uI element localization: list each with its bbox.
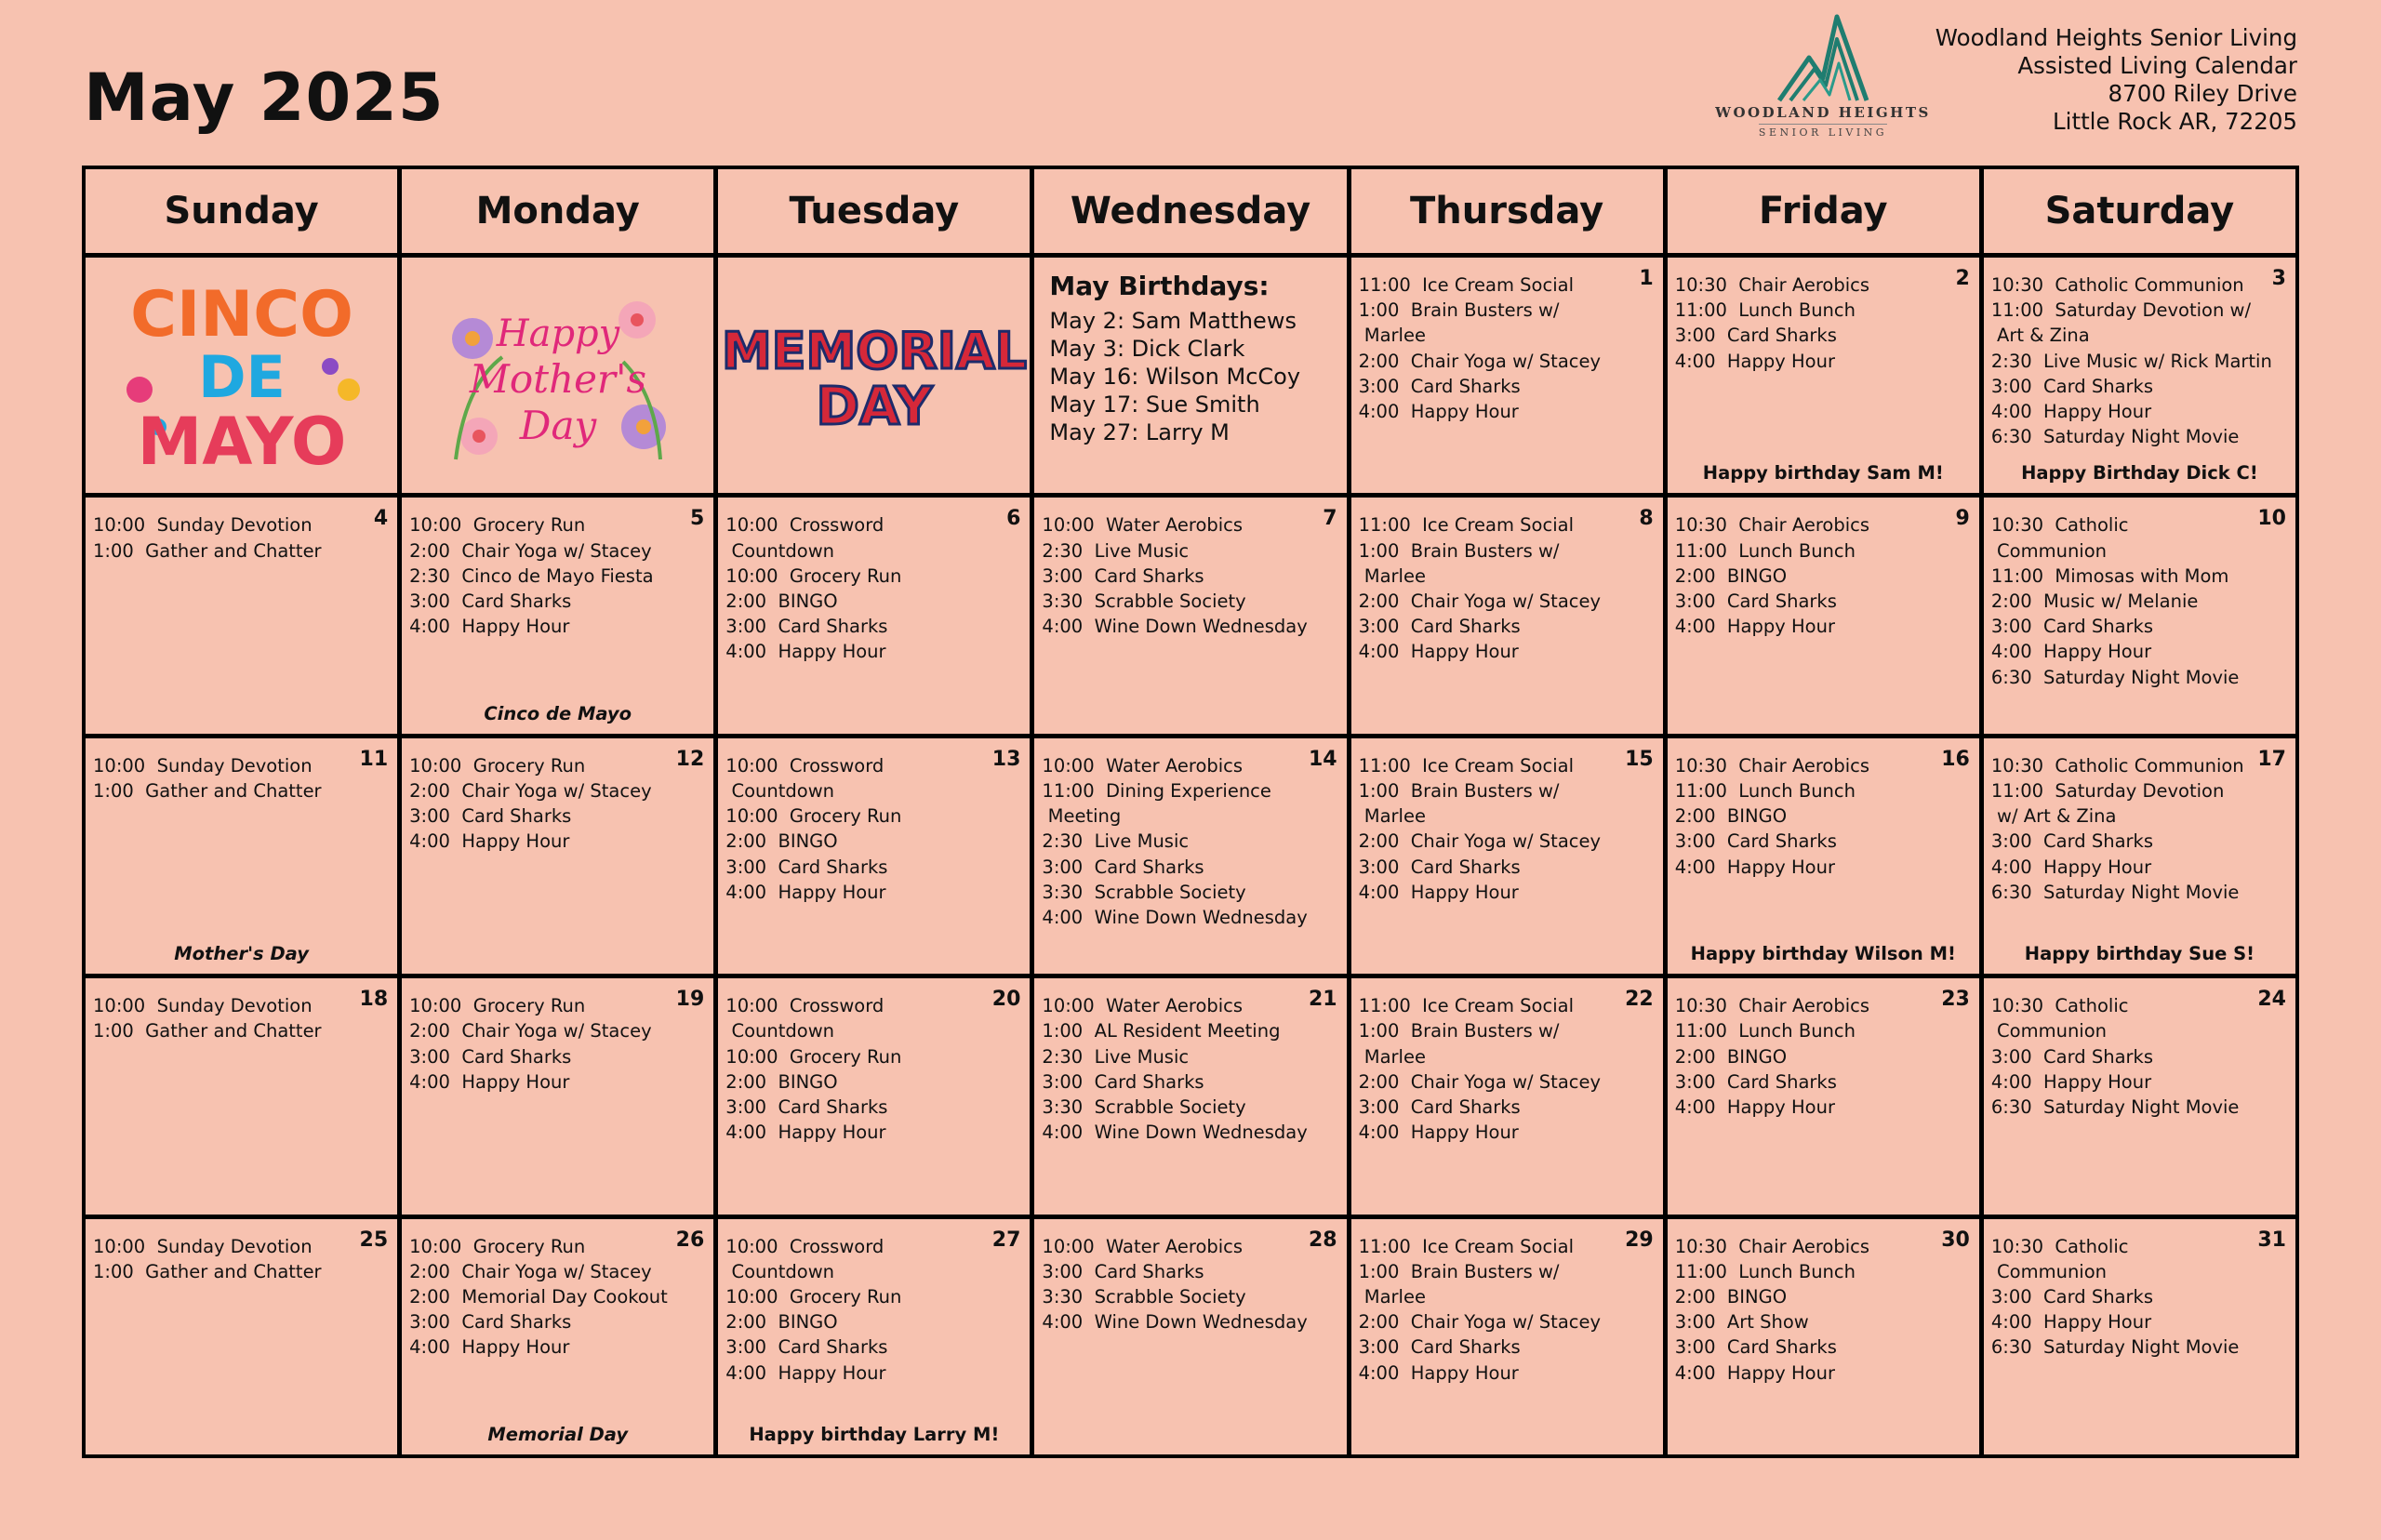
day-word: DAY (816, 376, 933, 437)
event-item: 10:00 Grocery Run (409, 754, 586, 777)
event-list (1675, 272, 1972, 374)
event-item: 3:00 Card Sharks (725, 616, 888, 638)
event-item: 2:00 BINGO (1674, 805, 1788, 828)
event-item: 3:00 Card Sharks (1042, 564, 1204, 587)
event-item: 10:00 Water Aerobics (1042, 995, 1244, 1017)
day-cell (1984, 978, 2295, 1214)
event-item: 11:00 Lunch Bunch (1674, 780, 1856, 802)
event-list (409, 753, 706, 855)
logo-name: WOODLAND HEIGHTS (1715, 104, 1931, 121)
birthday-item: May 3: Dick Clark (1049, 336, 1245, 362)
mothers-word: Mother's (469, 355, 646, 402)
event-item: 2:00 BINGO (1674, 1286, 1788, 1308)
event-item: 3:00 Card Sharks (1042, 1260, 1204, 1282)
event-item: 4:00 Happy Hour (1674, 856, 1835, 878)
event-item: 3:00 Card Sharks (1042, 856, 1204, 878)
event-item: 3:00 Art Show (1674, 1311, 1809, 1334)
event-item: 3:00 Card Sharks (1990, 1286, 2154, 1308)
birthday-item: May 17: Sue Smith (1049, 392, 1260, 418)
event-item: 4:00 Happy Hour (1358, 641, 1519, 663)
event-item: Marlee (1358, 1045, 1426, 1068)
day-number: 12 (675, 747, 705, 771)
day-note: Happy birthday Larry M! (749, 1423, 1000, 1445)
event-item: 10:00 Crossword (725, 514, 885, 537)
event-item: 4:00 Happy Hour (1674, 350, 1835, 372)
event-item: 2:00 Chair Yoga w/ Stacey (1358, 1070, 1602, 1093)
day-number: 7 (1323, 507, 1337, 531)
day-number: 1 (1639, 267, 1654, 290)
day-note: Happy birthday Sam M! (1702, 462, 1944, 485)
day-cell (86, 498, 397, 733)
day-number: 30 (1941, 1228, 1970, 1252)
event-item: 3:00 Card Sharks (1990, 616, 2154, 638)
event-item: 4:00 Happy Hour (725, 1122, 886, 1144)
event-item: 2:00 Chair Yoga w/ Stacey (409, 539, 652, 562)
event-item: 10:00 Crossword (725, 1235, 885, 1257)
day-number: 28 (1308, 1228, 1337, 1252)
day-number: 13 (991, 747, 1021, 771)
day-cell (1034, 498, 1346, 733)
event-list (1359, 993, 1656, 1145)
event-item: 10:00 Grocery Run (409, 1235, 586, 1257)
event-item: 10:00 Grocery Run (409, 995, 586, 1017)
event-item: 10:30 Chair Aerobics (1674, 274, 1870, 296)
event-item: 3:00 Card Sharks (1674, 1336, 1837, 1359)
day-cell (1351, 1219, 1663, 1454)
event-item: 2:00 BINGO (725, 1311, 838, 1334)
day-number: 9 (1955, 507, 1970, 531)
event-list (93, 993, 390, 1043)
event-item: 10:30 Catholic Communion (1990, 754, 2244, 777)
brand-logo (1711, 11, 1935, 141)
event-item: 1:00 AL Resident Meeting (1042, 1020, 1281, 1042)
event-item: 3:00 Card Sharks (1674, 591, 1837, 612)
event-item: 2:00 Music w/ Melanie (1990, 591, 2199, 612)
page-title: May 2025 (84, 60, 445, 136)
event-item: 2:30 Live Music (1042, 539, 1190, 562)
event-item: 2:30 Live Music (1042, 1045, 1190, 1068)
event-item: 11:00 Lunch Bunch (1674, 539, 1856, 562)
mothers-day-art-icon (437, 273, 679, 478)
event-list (1042, 1234, 1338, 1335)
event-item: w/ Art & Zina (1990, 805, 2117, 828)
address-block (1935, 24, 2297, 136)
cinco-word: CINCO (129, 277, 353, 352)
event-item: 6:30 Saturday Night Movie (1990, 1336, 2240, 1359)
event-item: 11:00 Lunch Bunch (1674, 299, 1856, 322)
day-number: 31 (2257, 1228, 2286, 1252)
event-item: 11:00 Lunch Bunch (1674, 1020, 1856, 1042)
event-item: 4:00 Happy Hour (1358, 881, 1519, 903)
event-list (725, 1234, 1022, 1386)
event-item: 4:00 Happy Hour (725, 641, 886, 663)
artwork-cell (86, 258, 397, 493)
birthday-list (1049, 307, 1337, 446)
event-item: 2:00 BINGO (725, 1070, 838, 1093)
day-number: 10 (2257, 507, 2286, 531)
artwork-cell (718, 258, 1030, 493)
event-item: 6:30 Saturday Night Movie (1990, 426, 2240, 448)
event-item: 4:00 Happy Hour (725, 881, 886, 903)
event-list (93, 512, 390, 563)
event-item: 3:00 Card Sharks (725, 856, 888, 878)
event-item: 4:00 Happy Hour (1990, 1070, 2152, 1093)
birthday-item: May 16: Wilson McCoy (1049, 364, 1301, 390)
event-item: 10:00 Grocery Run (725, 1286, 902, 1308)
event-item: 4:00 Happy Hour (1674, 1096, 1835, 1118)
happy-word: Happy (496, 312, 619, 355)
event-item: 2:30 Cinco de Mayo Fiesta (409, 564, 654, 587)
event-item: 3:00 Card Sharks (1674, 830, 1837, 853)
event-item: 2:00 Chair Yoga w/ Stacey (409, 780, 652, 802)
event-item: 10:00 Sunday Devotion (93, 1235, 313, 1257)
address-line: Little Rock AR, 72205 (2053, 108, 2297, 135)
day-cell (1034, 738, 1346, 974)
event-item: 4:00 Happy Hour (409, 1336, 570, 1359)
event-item: Communion (1990, 539, 2108, 562)
event-item: 10:00 Water Aerobics (1042, 754, 1244, 777)
event-item: Art & Zina (1990, 325, 2090, 347)
event-item: 10:00 Sunday Devotion (93, 995, 313, 1017)
event-item: 1:00 Brain Busters w/ (1358, 1020, 1560, 1042)
day-cell (1351, 498, 1663, 733)
event-list (1991, 512, 2288, 689)
event-item: 10:00 Sunday Devotion (93, 514, 313, 537)
event-list (1359, 753, 1656, 905)
event-item: 3:00 Card Sharks (1358, 375, 1521, 397)
day-number: 24 (2257, 988, 2286, 1012)
day-note: Happy birthday Wilson M! (1690, 943, 1956, 965)
event-item: 3:00 Card Sharks (1990, 375, 2154, 397)
event-item: 10:00 Grocery Run (725, 564, 902, 587)
event-list (1675, 993, 1972, 1120)
event-item: 2:00 Chair Yoga w/ Stacey (1358, 350, 1602, 372)
day-cell (718, 498, 1030, 733)
event-item: 11:00 Ice Cream Social (1358, 514, 1574, 537)
event-item: Countdown (725, 1020, 835, 1042)
event-item: Countdown (725, 1260, 835, 1282)
event-item: 10:30 Chair Aerobics (1674, 1235, 1870, 1257)
day-word: Day (519, 402, 596, 448)
day-cell (718, 1219, 1030, 1454)
event-list (409, 993, 706, 1095)
event-list (93, 753, 390, 803)
event-item: 2:00 Chair Yoga w/ Stacey (1358, 591, 1602, 612)
event-item: 2:00 Memorial Day Cookout (409, 1286, 668, 1308)
event-item: 3:30 Scrabble Society (1042, 1286, 1246, 1308)
event-list (1359, 272, 1656, 424)
event-item: Communion (1990, 1260, 2108, 1282)
event-item: 4:00 Happy Hour (1674, 1361, 1835, 1384)
event-item: 10:00 Crossword (725, 995, 885, 1017)
event-list (1991, 1234, 2288, 1361)
day-note: Happy birthday Sue S! (2024, 943, 2255, 965)
event-item: 4:00 Happy Hour (1990, 856, 2152, 878)
birthday-item: May 27: Larry M (1049, 419, 1230, 445)
day-number: 6 (1006, 507, 1021, 531)
event-item: 2:30 Live Music (1042, 830, 1190, 853)
memorial-word: MEMORIAL (721, 321, 1027, 380)
event-item: 1:00 Gather and Chatter (93, 1260, 322, 1282)
event-item: 4:00 Happy Hour (409, 830, 570, 853)
event-item: 10:00 Grocery Run (725, 805, 902, 828)
day-cell (718, 738, 1030, 974)
de-word: DE (197, 342, 286, 411)
event-item: 10:00 Crossword (725, 754, 885, 777)
event-item: 10:00 Water Aerobics (1042, 1235, 1244, 1257)
day-number: 26 (675, 1228, 705, 1252)
birthdays-title: May Birthdays: (1049, 271, 1270, 301)
day-cell (1668, 498, 1979, 733)
event-item: 2:00 BINGO (725, 591, 838, 612)
mayo-word: MAYO (137, 403, 346, 480)
event-item: Meeting (1042, 805, 1122, 828)
day-cell (1034, 978, 1346, 1214)
event-item: Marlee (1358, 325, 1426, 347)
event-item: 10:00 Grocery Run (409, 514, 586, 537)
event-item: 1:00 Brain Busters w/ (1358, 1260, 1560, 1282)
event-item: 10:30 Catholic Communion (1990, 274, 2244, 296)
memorial-day-art-icon (721, 311, 1027, 441)
event-item: 1:00 Brain Busters w/ (1358, 299, 1560, 322)
event-list (1991, 753, 2288, 905)
event-item: 10:00 Sunday Devotion (93, 754, 313, 777)
event-item: 4:00 Happy Hour (1358, 401, 1519, 423)
day-number: 5 (689, 507, 705, 531)
event-list (1675, 753, 1972, 880)
event-item: 3:00 Card Sharks (1042, 1070, 1204, 1093)
event-item: 4:00 Happy Hour (1358, 1122, 1519, 1144)
event-item: 4:00 Happy Hour (725, 1361, 886, 1384)
event-item: 10:30 Chair Aerobics (1674, 754, 1870, 777)
event-item: 3:00 Card Sharks (1358, 1096, 1521, 1118)
day-cell (86, 978, 397, 1214)
weekday-header: Tuesday (718, 169, 1030, 253)
day-number: 18 (359, 988, 389, 1012)
address-line: Assisted Living Calendar (2017, 52, 2297, 79)
day-number: 27 (991, 1228, 1021, 1252)
event-item: 2:00 BINGO (725, 830, 838, 853)
event-item: 6:30 Saturday Night Movie (1990, 666, 2240, 688)
day-number: 11 (359, 747, 389, 771)
event-list (409, 512, 706, 639)
event-item: 2:00 Chair Yoga w/ Stacey (409, 1020, 652, 1042)
day-cell (402, 498, 713, 733)
event-item: 3:00 Card Sharks (1674, 1070, 1837, 1093)
cinco-de-mayo-art-icon (102, 277, 381, 480)
event-list (725, 993, 1022, 1145)
event-item: Communion (1990, 1020, 2108, 1042)
day-cell (718, 978, 1030, 1214)
logo-tagline: SENIOR LIVING (1759, 124, 1887, 139)
event-list (725, 512, 1022, 664)
day-number: 8 (1639, 507, 1654, 531)
event-item: Marlee (1358, 805, 1426, 828)
event-item: 10:00 Water Aerobics (1042, 514, 1244, 537)
day-number: 19 (675, 988, 705, 1012)
event-item: 1:00 Gather and Chatter (93, 539, 322, 562)
day-note: Memorial Day (487, 1423, 629, 1445)
event-list (1675, 512, 1972, 639)
event-item: 2:00 Chair Yoga w/ Stacey (1358, 1311, 1602, 1334)
artwork-cell (402, 258, 713, 493)
day-cell (1668, 1219, 1979, 1454)
event-item: 11:00 Mimosas with Mom (1990, 564, 2229, 587)
day-cell (1351, 258, 1663, 493)
weekday-header: Monday (402, 169, 713, 253)
event-list (1042, 753, 1338, 930)
address-line: 8700 Riley Drive (2108, 80, 2297, 107)
event-item: 3:00 Card Sharks (1358, 856, 1521, 878)
day-cell (1351, 738, 1663, 974)
day-number: 22 (1625, 988, 1654, 1012)
event-item: 1:00 Brain Busters w/ (1358, 780, 1560, 802)
event-list (1675, 1234, 1972, 1386)
event-item: 4:00 Happy Hour (1990, 401, 2152, 423)
event-item: 11:00 Ice Cream Social (1358, 1235, 1574, 1257)
event-item: 4:00 Happy Hour (1990, 641, 2152, 663)
event-list (725, 753, 1022, 905)
event-item: 3:00 Card Sharks (725, 1096, 888, 1118)
event-item: 11:00 Saturday Devotion w/ (1990, 299, 2252, 322)
day-cell (86, 1219, 397, 1454)
day-number: 29 (1625, 1228, 1654, 1252)
event-item: 4:00 Wine Down Wednesday (1042, 1122, 1308, 1144)
day-cell (1034, 1219, 1346, 1454)
mountain-logo-icon (1772, 11, 1874, 104)
event-item: 10:30 Chair Aerobics (1674, 514, 1870, 537)
event-list (409, 1234, 706, 1361)
event-item: 3:00 Card Sharks (725, 1336, 888, 1359)
event-item: 4:00 Happy Hour (1358, 1361, 1519, 1384)
event-item: 11:00 Dining Experience (1042, 780, 1271, 802)
event-item: 3:00 Card Sharks (1990, 1045, 2154, 1068)
weekday-header: Thursday (1351, 169, 1663, 253)
calendar-grid (82, 166, 2299, 1458)
event-item: 3:30 Scrabble Society (1042, 591, 1246, 612)
day-note: Cinco de Mayo (484, 702, 632, 724)
event-item: 10:30 Catholic (1990, 1235, 2129, 1257)
event-item: 3:00 Card Sharks (1990, 830, 2154, 853)
event-item: 3:00 Card Sharks (409, 1311, 572, 1334)
day-cell (1984, 498, 2295, 733)
event-item: 3:00 Card Sharks (1358, 1336, 1521, 1359)
day-cell (1984, 258, 2295, 493)
birthday-item: May 2: Sam Matthews (1049, 308, 1297, 334)
event-list (1359, 512, 1656, 664)
day-note: Happy Birthday Dick C! (2021, 462, 2258, 485)
event-item: 3:00 Card Sharks (1358, 616, 1521, 638)
event-item: 10:30 Catholic (1990, 995, 2129, 1017)
event-item: 4:00 Happy Hour (409, 1070, 570, 1093)
event-item: 10:30 Catholic (1990, 514, 2129, 537)
event-item: 11:00 Ice Cream Social (1358, 995, 1574, 1017)
event-list (1991, 272, 2288, 449)
day-number: 14 (1308, 747, 1337, 771)
birthdays-cell (1034, 258, 1346, 493)
event-item: 4:00 Happy Hour (1674, 616, 1835, 638)
event-item: 4:00 Wine Down Wednesday (1042, 907, 1308, 929)
day-cell (1351, 978, 1663, 1214)
event-item: Marlee (1358, 1286, 1426, 1308)
event-item: 1:00 Gather and Chatter (93, 1020, 322, 1042)
day-cell (402, 1219, 713, 1454)
event-list (1359, 1234, 1656, 1386)
event-item: 3:00 Card Sharks (409, 805, 572, 828)
event-item: 1:00 Gather and Chatter (93, 780, 322, 802)
day-number: 2 (1955, 267, 1970, 290)
event-item: 10:00 Grocery Run (725, 1045, 902, 1068)
event-item: 2:00 Chair Yoga w/ Stacey (1358, 830, 1602, 853)
day-cell (1984, 738, 2295, 974)
event-item: 2:00 Chair Yoga w/ Stacey (409, 1260, 652, 1282)
event-item: Countdown (725, 780, 835, 802)
event-item: 1:00 Brain Busters w/ (1358, 539, 1560, 562)
event-item: 3:30 Scrabble Society (1042, 1096, 1246, 1118)
event-item: 10:30 Chair Aerobics (1674, 995, 1870, 1017)
day-number: 15 (1625, 747, 1654, 771)
day-number: 17 (2257, 747, 2286, 771)
event-list (1042, 512, 1338, 639)
address-line: Woodland Heights Senior Living (1935, 24, 2297, 51)
event-item: 3:30 Scrabble Society (1042, 881, 1246, 903)
day-cell (1668, 258, 1979, 493)
day-cell (86, 738, 397, 974)
event-item: 4:00 Wine Down Wednesday (1042, 1311, 1308, 1334)
day-number: 3 (2271, 267, 2286, 290)
weekday-header: Saturday (1984, 169, 2295, 253)
event-item: Marlee (1358, 564, 1426, 587)
day-cell (402, 738, 713, 974)
weekday-header: Sunday (86, 169, 397, 253)
event-item: 4:00 Happy Hour (1990, 1311, 2152, 1334)
event-item: 2:30 Live Music w/ Rick Martin (1990, 350, 2272, 372)
day-number: 21 (1308, 988, 1337, 1012)
day-cell (1668, 978, 1979, 1214)
event-item: 2:00 BINGO (1674, 1045, 1788, 1068)
event-item: 6:30 Saturday Night Movie (1990, 881, 2240, 903)
day-cell (402, 978, 713, 1214)
day-number: 16 (1941, 747, 1970, 771)
day-number: 20 (991, 988, 1021, 1012)
event-item: 11:00 Lunch Bunch (1674, 1260, 1856, 1282)
event-item: 11:00 Ice Cream Social (1358, 754, 1574, 777)
event-item: 3:00 Card Sharks (409, 1045, 572, 1068)
event-item: 2:00 BINGO (1674, 564, 1788, 587)
day-note: Mother's Day (174, 943, 309, 965)
day-number: 25 (359, 1228, 389, 1252)
event-list (1991, 993, 2288, 1120)
event-item: 3:00 Card Sharks (409, 591, 572, 612)
event-item: 6:30 Saturday Night Movie (1990, 1096, 2240, 1118)
event-item: 4:00 Wine Down Wednesday (1042, 616, 1308, 638)
event-item: 3:00 Card Sharks (1674, 325, 1837, 347)
day-number: 4 (373, 507, 389, 531)
weekday-header: Wednesday (1034, 169, 1346, 253)
day-cell (1984, 1219, 2295, 1454)
event-item: Countdown (725, 539, 835, 562)
event-item: 11:00 Saturday Devotion (1990, 780, 2225, 802)
event-item: 4:00 Happy Hour (409, 616, 570, 638)
event-list (1042, 993, 1338, 1145)
day-cell (1668, 738, 1979, 974)
day-number: 23 (1941, 988, 1970, 1012)
event-list (93, 1234, 390, 1284)
weekday-header: Friday (1668, 169, 1979, 253)
event-item: 11:00 Ice Cream Social (1358, 274, 1574, 296)
